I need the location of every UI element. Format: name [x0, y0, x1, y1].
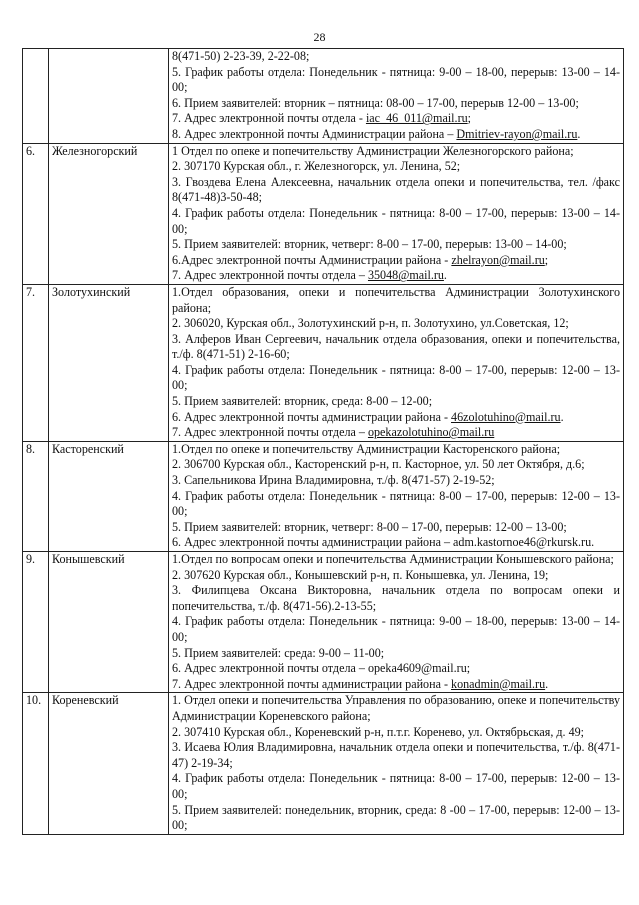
row-number	[23, 49, 49, 144]
email-link[interactable]: zhelrayon@mail.ru	[451, 252, 545, 267]
detail-line: 5. Прием заявителей: вторник, среда: 8-00 – 12-00;	[172, 394, 433, 409]
page-number: 28	[313, 30, 326, 44]
detail-line: 6.Адрес электронной почты Администрации района - zhelrayon@mail.ru;	[172, 252, 549, 267]
row-number: 6.	[23, 143, 49, 284]
district-name: Кореневский	[49, 693, 169, 834]
email-link[interactable]: Dmitriev-rayon@mail.ru	[456, 126, 578, 141]
detail-line: 7. Адрес электронной почты отдела – opekazolotuhino@mail.ru	[172, 425, 495, 440]
detail-line: 3. Исаева Юлия Владимировна, начальник отдела опеки и попечительства, т./ф. 8(471-47) 2-19-34;	[172, 740, 620, 770]
district-name: Конышевский	[49, 552, 169, 693]
district-details	[169, 552, 624, 693]
detail-line: 4. График работы отдела: Понедельник - пятница: 9-00 – 18-00, перерыв: 13-00 – 14-00;	[172, 614, 620, 644]
detail-line: 6. Прием заявителей: вторник – пятница: 08-00 – 17-00, перерыв 12-00 – 13-00;	[172, 95, 579, 110]
detail-line: 1.Отдел по опеке и попечительству Администрации Касторенского района;	[172, 441, 561, 456]
row-number: 9.	[23, 552, 49, 693]
district-details	[169, 441, 624, 551]
table-row	[23, 143, 624, 284]
email-link[interactable]: iac_46_011@mail.ru	[365, 111, 468, 126]
detail-line: 2. 307170 Курская обл., г. Железногорск, ул. Ленина, 52;	[172, 159, 461, 174]
district-details	[169, 284, 624, 441]
detail-line: 2. 307410 Курская обл., Кореневский р-н, п.т.г. Коренево, ул. Октябрьская, д. 49;	[172, 724, 585, 739]
district-name: Касторенский	[49, 441, 169, 551]
detail-line: 3. Филипцева Оксана Викторовна, начальник отдела по вопросам опеки и попечительства, т./ф. 8(471-56).2-13-55;	[172, 583, 620, 613]
table-row	[23, 284, 624, 441]
district-details	[169, 693, 624, 834]
registry-table	[22, 48, 624, 835]
detail-line: 5. График работы отдела: Понедельник - пятница: 9-00 – 18-00, перерыв: 13-00 – 14-00;	[172, 64, 620, 95]
district-details	[169, 49, 624, 144]
email-link[interactable]: konadmin@mail.ru	[451, 676, 546, 691]
detail-line: 8. Адрес электронной почты Администрации района – Dmitriev-rayon@mail.ru.	[172, 126, 581, 141]
detail-line: 4. График работы отдела: Понедельник - пятница: 8-00 – 17-00, перерыв: 12-00 – 13-00;	[172, 362, 620, 393]
row-number: 7.	[23, 284, 49, 441]
table-row	[23, 552, 624, 693]
email-link[interactable]: 46zolotuhino@mail.ru	[451, 409, 561, 424]
detail-line: 1 Отдел по опеке и попечительству Администрации Железногорского района;	[172, 143, 574, 158]
row-number: 8.	[23, 441, 49, 551]
table-row	[23, 49, 624, 144]
detail-line: 1.Отдел по вопросам опеки и попечительства Администрации Конышевского района;	[172, 552, 614, 566]
detail-line: 5. Прием заявителей: среда: 9-00 – 11-00;	[172, 645, 385, 660]
detail-line: 2. 306020, Курская обл., Золотухинский р-н, п. Золотухино, ул.Советская, 12;	[172, 316, 569, 331]
detail-line: 7. Адрес электронной почты отдела - iac_46_011@mail.ru;	[172, 111, 472, 126]
detail-line: 5. Прием заявителей: вторник, четверг: 8-00 – 17-00, перерыв: 13-00 – 14-00;	[172, 237, 567, 252]
district-name	[49, 49, 169, 144]
detail-line: 4. График работы отдела: Понедельник - пятница: 8-00 – 17-00, перерыв: 13-00 – 14-00;	[172, 205, 620, 236]
detail-line: 3. Сапельникова Ирина Владимировна, т./ф. 8(471-57) 2-19-52;	[172, 473, 495, 488]
detail-line: 2. 307620 Курская обл., Конышевский р-н, п. Конышевка, ул. Ленина, 19;	[172, 567, 549, 582]
detail-line: 5. Прием заявителей: вторник, четверг: 8-00 – 17-00, перерыв: 12-00 – 13-00;	[172, 519, 567, 534]
detail-line: 3. Алферов Иван Сергеевич, начальник отдела образования, опеки и попечительства, т./ф. 8(471-51) 2-16-60;	[172, 331, 620, 362]
email-link[interactable]: opekazolotuhino@mail.ru	[367, 425, 495, 440]
detail-line: 6. Адрес электронной почты отдела – opeka4609@mail.ru;	[172, 661, 471, 676]
district-name: Железногорский	[49, 143, 169, 284]
detail-line: 4. График работы отдела: Понедельник - пятница: 8-00 – 17-00, перерыв: 12-00 – 13-00;	[172, 771, 620, 801]
detail-line: 2. 306700 Курская обл., Касторенский р-н, п. Касторное, ул. 50 лет Октября, д.6;	[172, 457, 585, 472]
row-number: 10.	[23, 693, 49, 834]
table-row	[23, 693, 624, 834]
email-link[interactable]: 35048@mail.ru	[367, 268, 444, 283]
detail-line: 7. Адрес электронной почты администрации района - konadmin@mail.ru.	[172, 676, 549, 691]
detail-line: 5. Прием заявителей: понедельник, вторник, среда: 8 -00 – 17-00, перерыв: 12-00 – 13-00;	[172, 802, 620, 833]
table-row	[23, 441, 624, 551]
detail-line: 7. Адрес электронной почты отдела – 35048@mail.ru.	[172, 268, 447, 283]
district-name: Золотухинский	[49, 284, 169, 441]
detail-line: 1. Отдел опеки и попечительства Управления по образованию, опеке и попечительству Администрации Кореневского района;	[172, 693, 620, 723]
detail-line: 6. Адрес электронной почты администрации района – adm.kastornoe46@rkursk.ru.	[172, 535, 595, 550]
detail-line: 4. График работы отдела: Понедельник - пятница: 8-00 – 17-00, перерыв: 12-00 – 13-00;	[172, 488, 620, 519]
detail-line: 6. Адрес электронной почты администрации района - 46zolotuhino@mail.ru.	[172, 409, 564, 424]
detail-line: 1.Отдел образования, опеки и попечительства Администрации Золотухинского района;	[172, 284, 620, 315]
district-details	[169, 143, 624, 284]
detail-line: 8(471-50) 2-23-39, 2-22-08;	[172, 49, 310, 63]
detail-line: 3. Гвоздева Елена Алексеевна, начальник отдела опеки и попечительства, тел. /факс 8(471-48)3-50-48;	[172, 174, 620, 205]
